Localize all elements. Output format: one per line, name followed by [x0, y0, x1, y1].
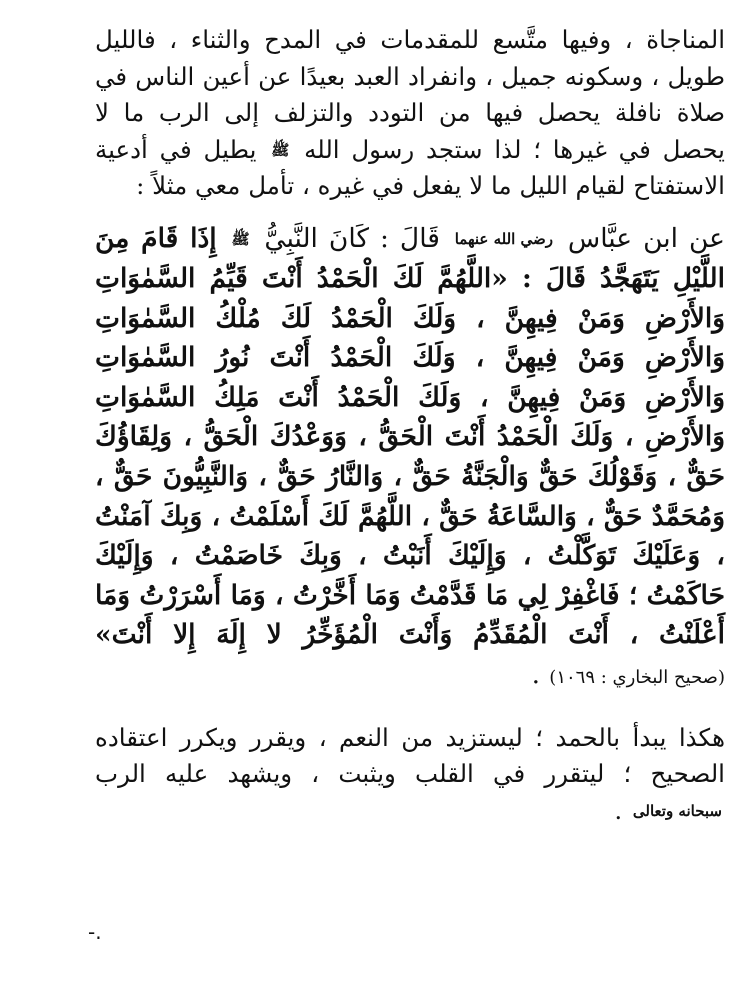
paragraph-3-text: هكذا يبدأ بالحمد ؛ ليستزيد من النعم ، ويقرر ويكرر اعتقاده الصحيح ؛ ليتقرر في القلب ويثبت ، ويشهد عليه الرب	[95, 722, 725, 789]
hadith-citation: (صحيح البخاري : ١٠٦٩)	[549, 667, 725, 689]
paragraph-3-end: .	[614, 795, 623, 825]
paragraph-1	[95, 22, 725, 205]
hadith-text: «اللَّهُمَّ لَكَ الْحَمْدُ أَنْتَ قَيِّمُ السَّمٰوَاتِ وَالأَرْضِ وَمَنْ فِيهِنَّ ، وَلَكَ الْحَمْدُ لَكَ مُلْكُ السَّمٰوَاتِ وَالأَرْضِ وَمَنْ فِيهِنَّ ، وَلَكَ الْحَمْدُ أَنْتَ نُورُ السَّمٰوَاتِ وَالأَرْضِ وَمَنْ فِيهِنَّ ، وَلَكَ الْحَمْدُ أَنْتَ مَلِكُ السَّمٰوَاتِ وَالأَرْضِ ، وَلَكَ الْحَمْدُ أَنْتَ الْحَقُّ ، وَوَعْدُكَ الْحَقُّ ، وَلِقَاؤُكَ حَقٌّ ، وَقَوْلُكَ حَقٌّ وَالْجَنَّةُ حَقٌّ ، وَالنَّارُ حَقٌّ ، وَالنَّبِيُّونَ حَقٌّ ، وَمُحَمَّدٌ حَقٌّ ، وَالسَّاعَةُ حَقٌّ ، اللَّهُمَّ لَكَ أَسْلَمْتُ ، وَبِكَ آمَنْتُ ، وَعَلَيْكَ تَوَكَّلْتُ ، وَإِلَيْكَ أَنَبْتُ ، وَبِكَ خَاصَمْتُ ، وَإِلَيْكَ حَاكَمْتُ ؛ فَاغْفِرْ لِي مَا قَدَّمْتُ وَمَا أَخَّرْتُ ، وَمَا أَسْرَرْتُ وَمَا أَعْلَنْتُ ، أَنْتَ الْمُقَدِّمُ وَأَنْتَ الْمُؤَخِّرُ لا إِلَهَ إِلا أَنْتَ»	[95, 263, 725, 651]
page-mark: -.	[88, 920, 102, 944]
prophet-honorific: ﷺ	[271, 140, 290, 159]
hadith-intro-c: إِذَا قَامَ مِنَ اللَّيْلِ يَتَهَجَّدُ قَالَ :	[95, 222, 725, 295]
god-honorific: سبحانه وتعالى	[632, 801, 722, 820]
paragraph-1-text-b: يطيل في أدعية الاستفتاح لقيام الليل ما لا يفعل في غيره ، تأمل معي مثلاً :	[95, 134, 725, 200]
hadith-intro-b: قَالَ : كَانَ النَّبِيُّ	[264, 222, 440, 254]
prophet-honorific: ﷺ	[231, 229, 250, 248]
page-body	[95, 22, 725, 829]
hadith-intro-a: عن ابن عبَّاس	[567, 222, 725, 254]
paragraph-3	[95, 720, 725, 830]
companion-honorific: رضي الله عنهما	[454, 229, 554, 248]
hadith-paragraph	[95, 219, 725, 698]
paragraph-1-text-a: المناجاة ، وفيها متَّسع للمقدمات في المدح والثناء ، فالليل طويل ، وسكونه جميل ، وانفراد العبد بعيدًا عن أعين الناس في صلاة نافلة يحصل فيها من التودد والتزلف إلى الرب ما لا يحصل في غيرها ؛ لذا ستجد رسول الله	[95, 25, 726, 164]
hadith-end: .	[531, 659, 541, 691]
